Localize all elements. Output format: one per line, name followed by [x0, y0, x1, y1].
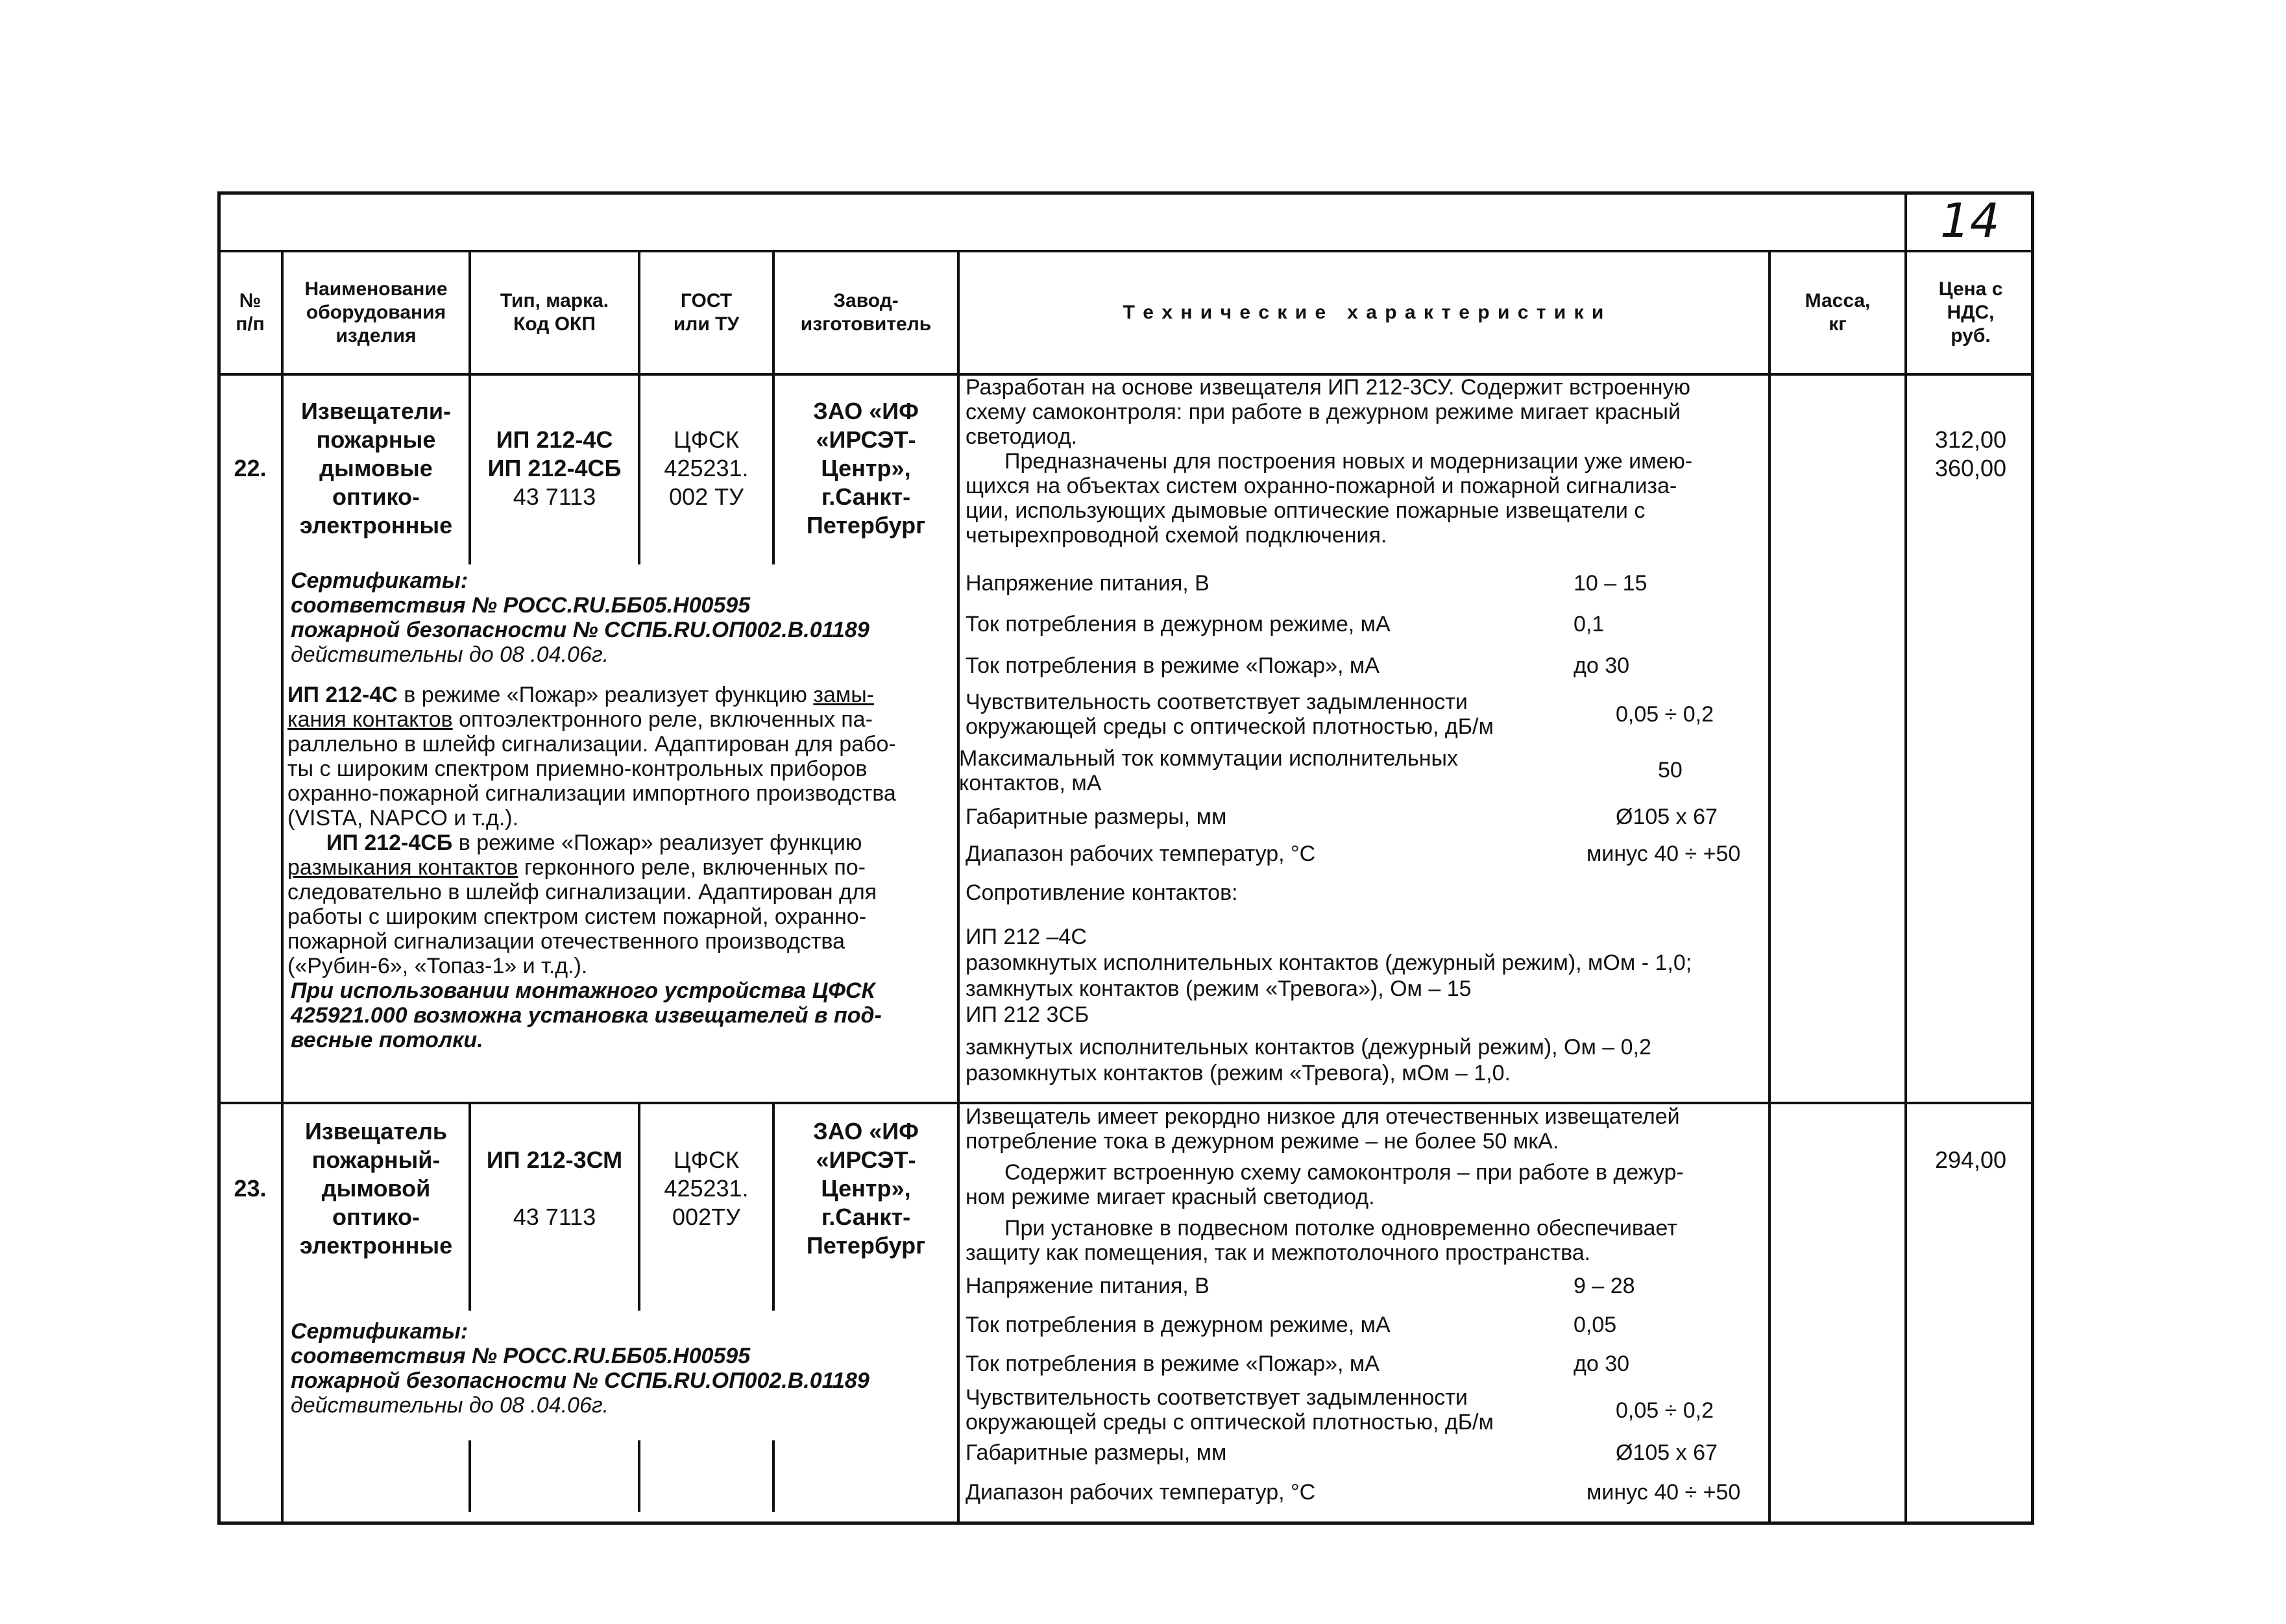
row23-cert-line1: соответствия № РОСС.RU.ББ05.Н00595 [291, 1344, 751, 1368]
col-sep-type-tick [638, 1440, 640, 1512]
row23-cert-title: Сертификаты: [291, 1319, 468, 1344]
row22-spec-value-1: 0,1 [1574, 612, 1605, 636]
row22-desc-p1-l1: ИП 212-4С в режиме «Пожар» реализует функцию замы- [287, 683, 874, 707]
row23-spec-label-1: Ток потребления в дежурном режиме, мА [966, 1313, 1391, 1337]
row23-spec-label-3: Чувствительность соответствует задымленности окружающей среды с оптической плотностью, дБ/м [966, 1385, 1494, 1435]
row22-res-l4: замкнутых контактов (режим «Тревога»), Ом – 15 [966, 976, 1472, 1001]
row22-res-l1: Сопротивление контактов: [966, 880, 1238, 905]
row22-spec-value-6: минус 40 ÷ +50 [1587, 842, 1741, 866]
header-gost: ГОСТ или ТУ [673, 290, 740, 335]
row22-spec-label-0: Напряжение питания, В [966, 571, 1210, 596]
row22-desc-p1-l4: ты с широким спектром приемно-контрольных приборов [287, 757, 868, 781]
row22-spec-label-1: Ток потребления в дежурном режиме, мА [966, 612, 1391, 636]
row22-cert-line2: пожарной безопасности № ССПБ.RU.ОП002.В.01189 [291, 618, 869, 642]
row22-desc-p3-l1: При использовании монтажного устройства ЦФСК [291, 978, 875, 1003]
row22-desc-p2-l2: размыкания контактов герконного реле, включенных по- [287, 855, 866, 880]
row22-gost: ЦФСК 425231. 002 ТУ [664, 426, 749, 510]
header-num: № п/п [236, 290, 265, 335]
row22-maker: ЗАО «ИФ «ИРСЭТ- Центр», г.Санкт- Петербург [806, 398, 926, 539]
row23-maker: ЗАО «ИФ «ИРСЭТ- Центр», г.Санкт- Петербург [806, 1118, 926, 1259]
row23-tech-l5: При установке в подвесном потолке одновременно обеспечивает [1004, 1216, 1677, 1241]
row22-res-l2: ИП 212 –4С [966, 925, 1087, 949]
row23-tech-l4: ном режиме мигает красный светодиод. [966, 1185, 1375, 1209]
row22-spec-label-5: Габаритные размеры, мм [966, 805, 1227, 829]
row23-price: 294,00 [1934, 1146, 2007, 1173]
row23-tech-l2: потребление тока в дежурном режиме – не более 50 мкА. [966, 1129, 1559, 1154]
row23-tech-l6: защиту как помещения, так и межпотолочного пространства. [966, 1241, 1591, 1265]
row22-cert-valid: действительны до 08 .04.06г. [291, 642, 609, 667]
col-sep-price [1904, 191, 1907, 1525]
row22-tech-l4: Предназначены для построения новых и модернизации уже имею- [1004, 449, 1693, 474]
row23-spec-value-2: до 30 [1574, 1351, 1630, 1376]
row23-type: ИП 212-3СМ [486, 1146, 623, 1173]
row22-spec-label-6: Диапазон рабочих температур, °С [966, 842, 1316, 866]
row22-desc-p1-l5: охранно-пожарной сигнализации импортного производства [287, 781, 896, 806]
header-name: Наименование оборудования изделия [304, 278, 448, 346]
row23-num: 23. [234, 1175, 267, 1202]
row22-desc-p3-l3: весные потолки. [291, 1028, 483, 1052]
row22-tech-l3: светодиод. [966, 424, 1078, 449]
row22-desc-p1-l3: раллельно в шлейф сигнализации. Адаптирован для рабо- [287, 732, 896, 757]
row22-spec-label-2: Ток потребления в режиме «Пожар», мА [966, 653, 1380, 678]
row22-price: 312,00 360,00 [1934, 426, 2007, 481]
row22-tech-l5: щихся на объектах систем охранно-пожарной и пожарной сигнализа- [966, 474, 1677, 498]
row22-res-l6: замкнутых исполнительных контактов (дежурный режим), Ом – 0,2 [966, 1035, 1651, 1060]
row22-spec-value-0: 10 – 15 [1574, 571, 1648, 596]
row23-spec-label-5: Диапазон рабочих температур, °С [966, 1480, 1316, 1505]
row23-spec-value-4: Ø105 х 67 [1616, 1440, 1718, 1465]
row22-tech-l1: Разработан на основе извещателя ИП 212-3СУ. Содержит встроенную [966, 375, 1691, 400]
row23-cert-valid: действительны до 08 .04.06г. [291, 1393, 609, 1418]
header-type: Тип, марка. Код ОКП [500, 290, 609, 335]
row22-num: 22. [234, 455, 267, 481]
row22-res-l3: разомкнутых исполнительных контактов (дежурный режим), мОм - 1,0; [966, 951, 1692, 975]
row23-okp: 43 7113 [513, 1204, 596, 1230]
row23-spec-label-2: Ток потребления в режиме «Пожар», мА [966, 1351, 1380, 1376]
row22-res-l7: разомкнутых контактов (режим «Тревога), мОм – 1,0. [966, 1061, 1511, 1085]
row22-desc-p1-l6: (VISTA, NAPCO и т.д.). [287, 806, 519, 830]
row23-gost: ЦФСК 425231. 002ТУ [664, 1146, 749, 1230]
row22-type: ИП 212-4С ИП 212-4СБ [487, 426, 622, 481]
header-mass: Масса, кг [1805, 290, 1871, 335]
row22-cert-title: Сертификаты: [291, 568, 468, 593]
col-sep-name-tick [468, 1440, 471, 1512]
row23-spec-value-0: 9 – 28 [1574, 1274, 1635, 1298]
row22-desc-p1-l2: кания контактов оптоэлектронного реле, включенных па- [287, 707, 873, 732]
row22-desc-p2-l5: пожарной сигнализации отечественного производства [287, 929, 845, 954]
row22-tech-l2: схему самоконтроля: при работе в дежурном режиме мигает красный [966, 400, 1681, 424]
row23-spec-value-3: 0,05 ÷ 0,2 [1616, 1398, 1714, 1423]
row22-desc-p2-l3: следовательно в шлейф сигнализации. Адаптирован для [287, 880, 877, 904]
header-price: Цена с НДС, руб. [1938, 278, 2003, 346]
row23-spec-label-0: Напряжение питания, В [966, 1274, 1210, 1298]
row22-spec-label-3: Чувствительность соответствует задымленности окружающей среды с оптической плотностью, дБ/м [966, 690, 1494, 739]
row22-desc-p2-l4: работы с широким спектром систем пожарной, охранно- [287, 904, 867, 929]
row23-tech-l1: Извещатель имеет рекордно низкое для отечественных извещателей [966, 1104, 1680, 1129]
row22-spec-label-4: Максимальный ток коммутации исполнительных контактов, мА [959, 746, 1458, 795]
row22-spec-value-4: 50 [1658, 758, 1683, 782]
row22-res-l5: ИП 212 3СБ [966, 1002, 1089, 1027]
row22-okp: 43 7113 [513, 483, 596, 510]
row22-name: Извещатели- пожарные дымовые оптико- электронные [299, 398, 453, 539]
row22-spec-value-2: до 30 [1574, 653, 1630, 678]
row23-spec-label-4: Габаритные размеры, мм [966, 1440, 1227, 1465]
row22-desc-p2-l1: ИП 212-4СБ в режиме «Пожар» реализует функцию [326, 830, 862, 855]
col-sep-gost-tick [772, 1440, 775, 1512]
row23-name: Извещатель пожарный- дымовой оптико- электронные [299, 1118, 453, 1259]
row22-tech-l7: четырехпроводной схемой подключения. [966, 523, 1387, 548]
row22-tech-l6: ции, использующих дымовые оптические пожарные извещатели с [966, 498, 1646, 523]
header-tech: Т е х н и ч е с к и е х а р а к т е р и с т и к и [1123, 302, 1605, 323]
row23-spec-value-1: 0,05 [1574, 1313, 1617, 1337]
page-number: 14 [1940, 193, 2000, 248]
row23-spec-value-5: минус 40 ÷ +50 [1587, 1480, 1741, 1505]
col-sep-tech [957, 250, 960, 1525]
row22-desc-p2-l6: («Рубин-6», «Топаз-1» и т.д.). [287, 954, 588, 978]
row22-spec-value-5: Ø105 х 67 [1616, 805, 1718, 829]
row22-spec-value-3: 0,05 ÷ 0,2 [1616, 702, 1714, 727]
row22-desc-p3-l2: 425921.000 возможна установка извещателей в под- [291, 1003, 882, 1028]
header-maker: Завод- изготовитель [800, 290, 932, 335]
row22-cert-line1: соответствия № РОСС.RU.ББ05.Н00595 [291, 593, 751, 618]
row23-cert-line2: пожарной безопасности № ССПБ.RU.ОП002.В.01189 [291, 1368, 869, 1393]
col-sep-mass [1768, 250, 1771, 1525]
row23-tech-l3: Содержит встроенную схему самоконтроля – при работе в дежур- [1004, 1160, 1684, 1185]
